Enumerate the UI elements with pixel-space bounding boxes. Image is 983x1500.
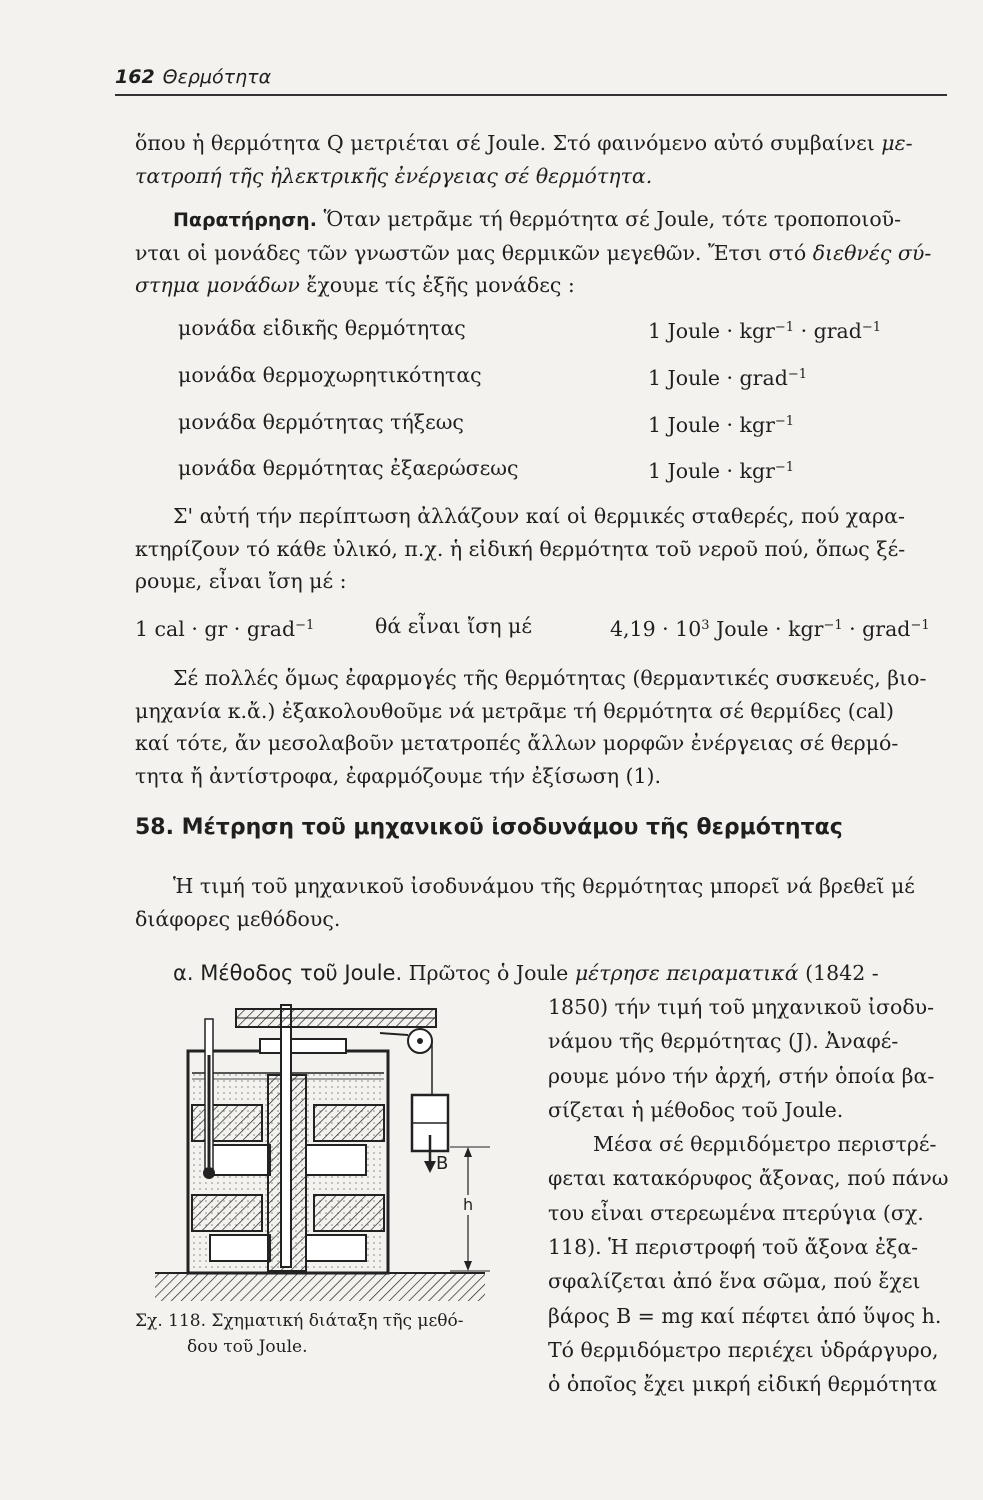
paddle [210, 1145, 270, 1175]
figure-joule-apparatus [150, 995, 530, 1305]
paragraph-calories: Σέ πολλές ὅμως ἐφαρμογές τῆς θερμότητας (θερμαντικές συσκευές, βιο- μηχανία κ.ἄ.) ἐξακολουθοῦμε νά μετρᾶμε τή θερμότητα σέ θερμίδες (cal) καί τότε, ἄν μεσολαβοῦν μετατροπές ἄλλων μορφῶν ἐνέργειας σέ θερμό- τητα ἤ ἀντίστροφα, ἐφαρμόζουμε τήν ἐξίσωση (1). [135, 666, 927, 788]
equiv-left: 1 cal · gr · grad$^{-1}$ [135, 617, 315, 641]
label-h: h [463, 1195, 474, 1214]
section-heading [135, 815, 843, 840]
section-number: 58. [135, 815, 174, 840]
equiv-mid: θά εἶναι ἴση μέ [375, 614, 532, 638]
paddle [306, 1145, 366, 1175]
unit-value: 1 Joule · kgr$^{-1}$ [648, 413, 795, 437]
unit-value: 1 Joule · kgr$^{-1}$ [648, 459, 795, 483]
method-heading-line: α. Μέθοδος τοῦ Joule. Πρῶτος ὁ Joule μέτρησε πειραματικά (1842 - [173, 961, 879, 985]
paddle [306, 1235, 366, 1261]
paragraph-remark: Παρατήρηση. Ὅταν μετρᾶμε τή θερμότητα σέ Joule, τότε τροποποιοῦ- νται οἱ μονάδες τῶν γνωστῶν μας θερμικῶν μεγεθῶν. Ἔτσι στό διεθνές σύ- στημα μονάδων ἔχουμε τίς ἑξῆς μονάδες : [135, 207, 932, 297]
method-description: 1850) τήν τιμή τοῦ μηχανικοῦ ἰσοδυ- νάμου τῆς θερμότητας (J). Ἀναφέ- ρουμε μόνο τήν ἀρχή, στήν ὁποία βα- σίζεται ἡ μέθοδος τοῦ Joule. Μέσα σέ θερμιδόμετρο περιστρέ- φεται κατακόρυφος ἄξονας, πού πάνω του εἶναι στερεωμένα πτερύγια (σχ. 118). Ἡ περιστροφή τοῦ ἄξονα ἐξα- σφαλίζεται ἀπό ἕνα σῶμα, πού ἔχει βάρος B = mg καί πέφτει ἀπό ὕψος h. Τό θερμιδόμετρο περιέχει ὑδράργυρο, ὁ ὁποῖος ἔχει μικρή εἰδική θερμότητα [548, 995, 949, 1397]
unit-name: μονάδα θερμότητας τήξεως [178, 410, 464, 434]
paragraph-thermal-constants: Σ' αὐτή τήν περίπτωση ἀλλάζουν καί οἱ θερμικές σταθερές, πού χαρα- κτηρίζουν τό κάθε ὑλικό, π.χ. ἡ εἰδική θερμότητα τοῦ νεροῦ πού, ὅπως ξέ- ρουμε, εἶναι ἴση μέ : [135, 504, 906, 593]
figure-caption: Σχ. 118. Σχηματική διάταξη τῆς μεθό- δου τοῦ Joule. [135, 1311, 464, 1357]
unit-name: μονάδα θερμοχωρητικότητας [178, 363, 482, 387]
paragraph-methods: Ἡ τιμή τοῦ μηχανικοῦ ἰσοδυνάμου τῆς θερμότητας μπορεῖ νά βρεθεῖ μέ διάφορες μεθόδους. [135, 874, 915, 931]
ground [155, 1273, 485, 1301]
baffle [314, 1105, 384, 1141]
unit-name: μονάδα εἰδικῆς θερμότητας [178, 316, 466, 340]
page-number: 162 Θερμότητα [115, 66, 272, 88]
method-label: α. Μέθοδος τοῦ Joule. [173, 961, 403, 985]
unit-value: 1 Joule · grad$^{-1}$ [648, 366, 807, 390]
section-title: Μέτρηση τοῦ μηχανικοῦ ἰσοδυνάμου τῆς θερμότητας [181, 815, 843, 840]
label-B: B [436, 1153, 449, 1174]
remark-label: Παρατήρηση. [173, 209, 317, 231]
header-rule [115, 94, 947, 96]
unit-name: μονάδα θερμότητας ἐξαερώσεως [178, 456, 519, 480]
equiv-right: $4,19 \cdot 10^3$ Joule · kgr$^{-1}$ · grad$^{-1}$ [610, 617, 930, 641]
unit-value: 1 Joule · kgr$^{-1}$ · grad$^{-1}$ [648, 319, 882, 343]
paragraph-joule-heat: ὅπου ἡ θερμότητα Q μετριέται σέ Joule. Στό φαινόμενο αὐτό συμβαίνει με- τατροπή τῆς ἠλεκτρικῆς ἐνέργειας σέ θερμότητα. [135, 131, 913, 188]
page-header [115, 66, 947, 96]
paddle [210, 1235, 270, 1261]
baffle [192, 1195, 262, 1231]
baffle [192, 1105, 262, 1141]
running-title: Θερμότητα [162, 66, 272, 88]
baffle [314, 1195, 384, 1231]
axle [281, 1005, 291, 1267]
